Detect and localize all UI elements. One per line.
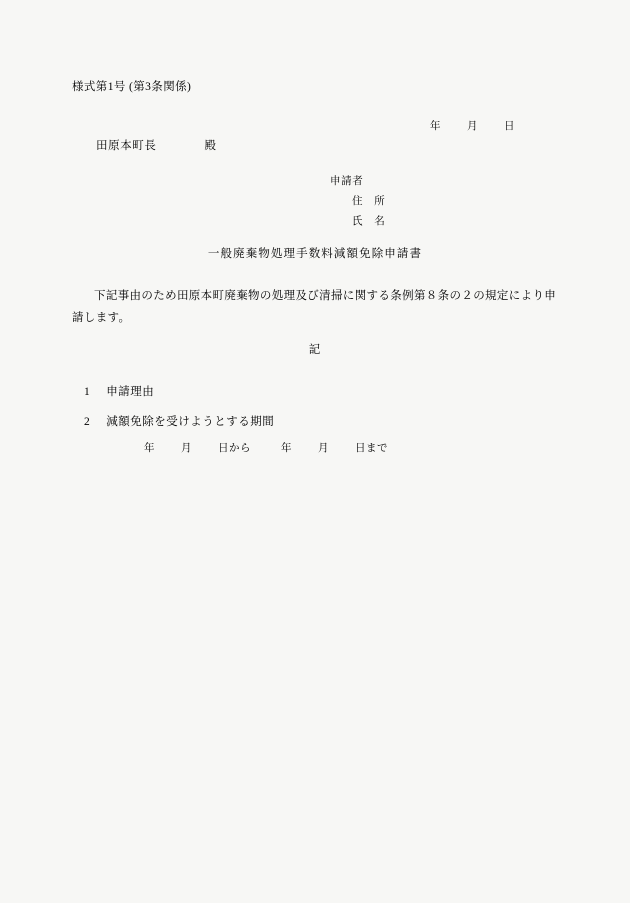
applicant-address-row xyxy=(330,192,385,212)
period-from-day: 日から xyxy=(218,443,251,454)
item-label: 申請理由 xyxy=(106,386,155,398)
date-line xyxy=(430,118,515,133)
body-paragraph: 下記事由のため田原本町廃棄物の処理及び清掃に関する条例第８条の２の規定により申請します。 xyxy=(72,290,557,324)
list-item xyxy=(84,383,154,399)
period-from-month: 月 xyxy=(181,443,192,454)
applicant-address-label: 住 所 xyxy=(352,196,386,207)
applicant-name-row xyxy=(330,212,385,232)
period-to-year: 年 xyxy=(281,443,292,454)
document-title: 一般廃棄物処理手数料減額免除申請書 xyxy=(207,248,423,260)
period-to-month: 月 xyxy=(318,443,329,454)
form-number: 様式第1号 (第3条関係) xyxy=(72,81,192,93)
addressee-honorific: 殿 xyxy=(204,140,217,152)
period-line xyxy=(144,440,388,455)
item-number: 2 xyxy=(84,416,91,428)
date-month-label: 月 xyxy=(467,121,478,132)
addressee-name: 田原本町長 xyxy=(96,140,157,152)
applicant-name-label: 氏 名 xyxy=(352,216,386,227)
list-item xyxy=(84,413,274,429)
item-number: 1 xyxy=(84,386,91,398)
addressee xyxy=(96,137,217,153)
item-label: 減額免除を受けようとする期間 xyxy=(106,416,275,428)
applicant-heading-row xyxy=(330,172,385,192)
date-year-label: 年 xyxy=(430,121,441,132)
applicant-block xyxy=(330,172,385,232)
applicant-heading: 申請者 xyxy=(330,176,364,187)
period-to-day: 日まで xyxy=(355,443,388,454)
ki-mark: 記 xyxy=(308,344,322,356)
period-from-year: 年 xyxy=(144,443,155,454)
date-day-label: 日 xyxy=(504,121,515,132)
